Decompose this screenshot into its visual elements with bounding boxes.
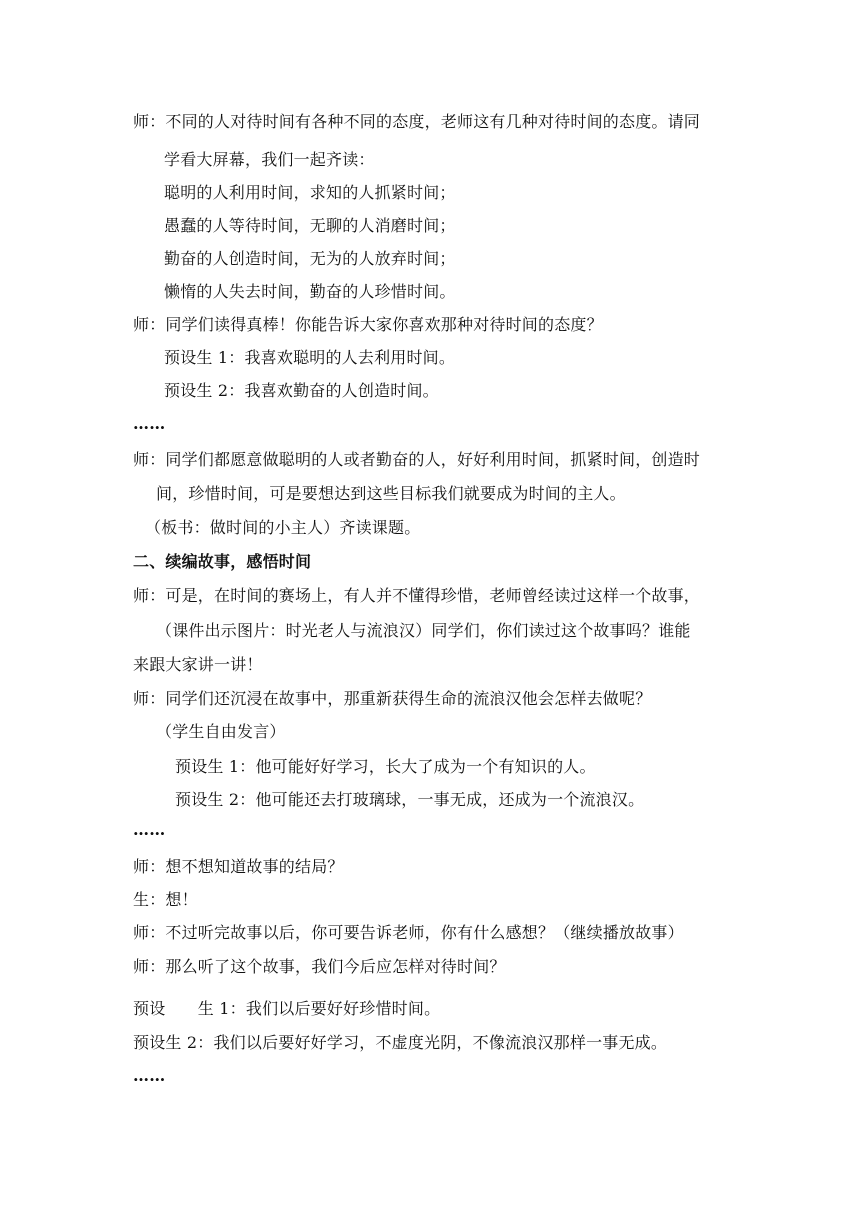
text-line: 间，珍惜时间，可是要想达到这些目标我们就要成为时间的主人。 [156, 484, 626, 503]
text-line: 预设生 2：我喜欢勤奋的人创造时间。 [164, 381, 439, 400]
text-line: 预设生 1：我喜欢聪明的人去利用时间。 [164, 348, 456, 367]
text-line: 愚蠢的人等待时间，无聊的人消磨时间； [164, 216, 456, 235]
text-line: （板书：做时间的小主人）齐读课题。 [145, 518, 421, 537]
text-line: 师：同学们读得真棒！你能告诉大家你喜欢那种对待时间的态度？ [133, 315, 603, 334]
text-line: 师：可是，在时间的赛场上，有人并不懂得珍惜，老师曾经读过这样一个故事， [133, 586, 701, 605]
text-line: 师：不过听完故事以后，你可要告诉老师，你有什么感想？（继续播放故事） [133, 923, 684, 942]
text-line: 师：不同的人对待时间有各种不同的态度，老师这有几种对待时间的态度。请同 [133, 112, 701, 131]
ellipsis-line: …… [133, 820, 166, 839]
section-heading: 二、续编故事，感悟时间 [133, 552, 312, 571]
ellipsis-line: …… [133, 414, 166, 433]
text-line: 来跟大家讲一讲！ [133, 655, 263, 674]
text-line: 师：那么听了这个故事，我们今后应怎样对待时间？ [133, 957, 506, 976]
text-line: 师：想不想知道故事的结局？ [133, 857, 344, 876]
text-line: （课件出示图片：时光老人与流浪汉）同学们，你们读过这个故事吗？谁能 [156, 621, 691, 640]
text-line: 预设生 2：我们以后要好好学习，不虚度光阴，不像流浪汉那样一事无成。 [133, 1033, 668, 1052]
text-line: 师：同学们还沉浸在故事中，那重新获得生命的流浪汉他会怎样去做呢？ [133, 689, 652, 708]
text-line: 学看大屏幕，我们一起齐读： [164, 150, 375, 169]
text-line: 生：想！ [133, 890, 198, 909]
text-line: 预设生 2：他可能还去打玻璃球，一事无成，还成为一个流浪汉。 [175, 790, 645, 809]
text-line: 聪明的人利用时间，求知的人抓紧时间； [164, 183, 456, 202]
ellipsis-line: …… [133, 1066, 166, 1085]
text-line: 勤奋的人创造时间，无为的人放弃时间； [164, 249, 456, 268]
text-line: 预设 生 1：我们以后要好好珍惜时间。 [133, 999, 441, 1018]
text-line: 师：同学们都愿意做聪明的人或者勤奋的人，好好利用时间，抓紧时间，创造时 [133, 450, 701, 469]
text-line: 懒惰的人失去时间，勤奋的人珍惜时间。 [164, 282, 456, 301]
text-line: 预设生 1：他可能好好学习，长大了成为一个有知识的人。 [175, 757, 596, 776]
text-line: （学生自由发言） [156, 722, 286, 741]
